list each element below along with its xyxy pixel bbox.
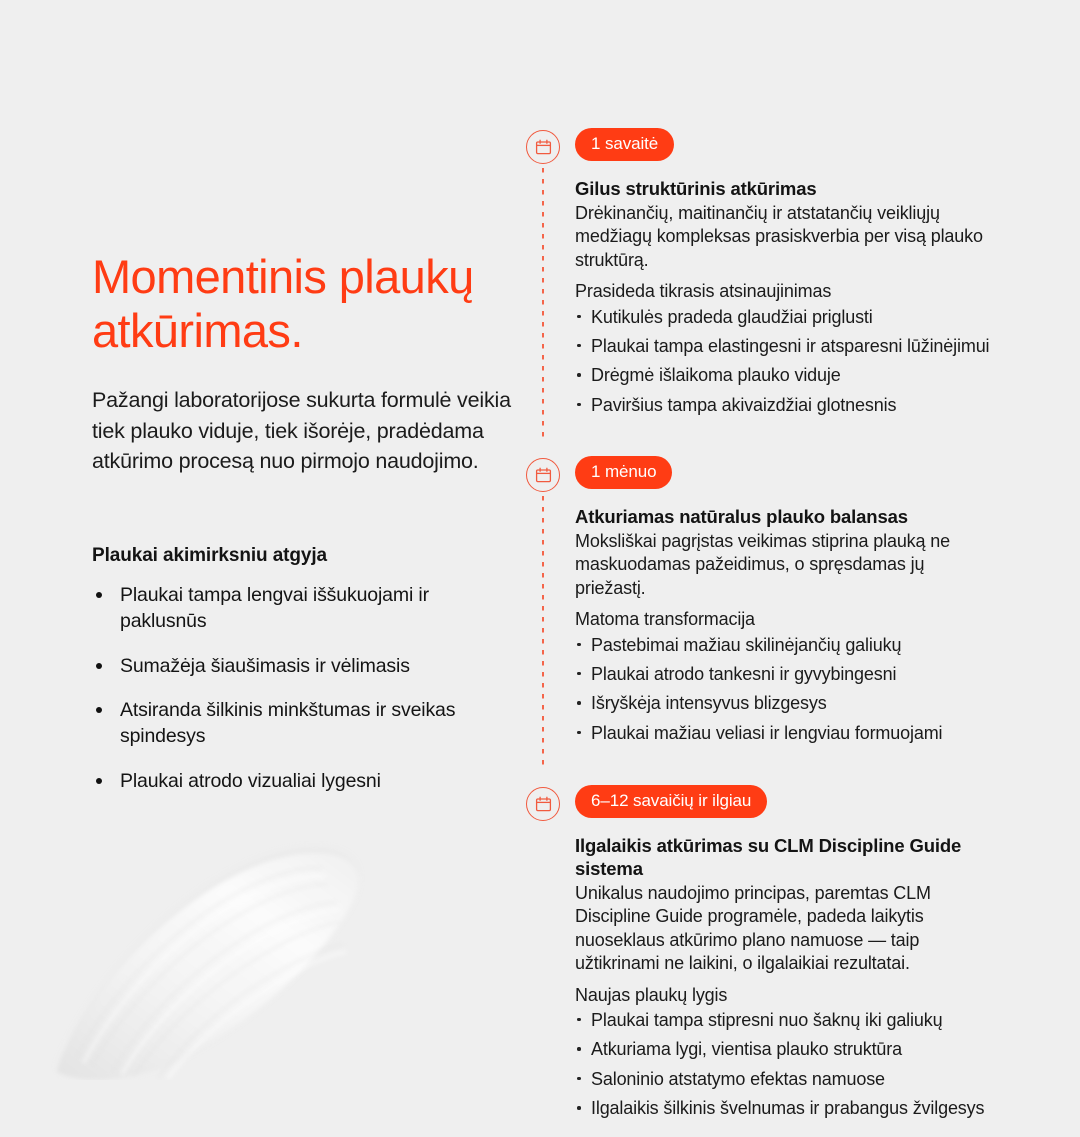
- list-item: [575, 394, 996, 417]
- timeline-kicker: Prasideda tikrasis atsinaujinimas: [575, 281, 832, 302]
- list-item-label: Plaukai atrodo tankesni ir gyvybingesni: [591, 663, 897, 684]
- list-item: [575, 1097, 996, 1120]
- bullet-dot-icon: [577, 373, 581, 377]
- bullet-dot-icon: [96, 592, 102, 598]
- timeline-title: Atkuriamas natūralus plauko balansas: [575, 506, 908, 528]
- bullet-dot-icon: [577, 672, 581, 676]
- list-item-label: Plaukai tampa elastingesni ir atsparesni lūžinėjimui: [591, 335, 990, 356]
- left-column: [92, 250, 512, 795]
- bullet-dot-icon: [96, 778, 102, 784]
- list-item: [575, 722, 996, 745]
- list-item-label: Plaukai mažiau veliasi ir lengviau formuojami: [591, 722, 943, 743]
- bullet-dot-icon: [96, 707, 102, 713]
- results-timeline: [526, 128, 996, 1137]
- list-item: [92, 654, 512, 680]
- bullet-dot-icon: [577, 701, 581, 705]
- bullet-dot-icon: [577, 403, 581, 407]
- list-item-label: Plaukai tampa lengvai iššukuojami ir paklusnūs: [120, 583, 429, 632]
- list-item-label: Ilgalaikis šilkinis švelnumas ir prabangus žvilgesys: [591, 1098, 985, 1119]
- list-item: [575, 1068, 996, 1091]
- list-item: [575, 634, 996, 657]
- timeline-block-1: [526, 128, 996, 433]
- bullet-dot-icon: [577, 315, 581, 319]
- list-item-label: Pastebimai mažiau skilinėjančių galiukų: [591, 634, 902, 655]
- list-item: [575, 335, 996, 358]
- timeline-bullet-list: [575, 306, 996, 418]
- list-item-label: Plaukai atrodo vizualiai lygesni: [120, 770, 381, 793]
- status-badge: 1 savaitė: [575, 128, 674, 161]
- list-item-label: Išryškėja intensyvus blizgesys: [591, 693, 827, 714]
- list-item-label: Saloninio atstatymo efektas namuose: [591, 1068, 885, 1089]
- status-badge: 1 mėnuo: [575, 456, 672, 489]
- timeline-body: Unikalus naudojimo principas, paremtas CLM Discipline Guide programėle, padeda laikytis nuoseklaus atkūrimo plano namuose — taip užtikrinami ne laikini, o ilgalaikiai rezultatai.: [575, 883, 931, 974]
- timeline-body: Drėkinančių, maitinančių ir atstatančių veikliųjų medžiagų kompleksas prasiskverbia per visą plauko struktūrą.: [575, 202, 983, 270]
- calendar-icon: [526, 787, 560, 821]
- list-item: [575, 306, 996, 329]
- list-item: [575, 364, 996, 387]
- page-title: Momentinis plaukų atkūrimas.: [92, 250, 474, 357]
- bullet-dot-icon: [577, 1047, 581, 1051]
- timeline-kicker: Naujas plaukų lygis: [575, 984, 728, 1005]
- left-subheading: Plaukai akimirksniu atgyja: [92, 544, 328, 566]
- timeline-bullet-list: [575, 1009, 996, 1121]
- bullet-dot-icon: [577, 1106, 581, 1110]
- cream-smear-image: [0, 800, 430, 1080]
- calendar-icon: [526, 458, 560, 492]
- list-item-label: Atsiranda šilkinis minkštumas ir sveikas spindesys: [120, 699, 456, 748]
- timeline-body: Moksliškai pagrįstas veikimas stiprina plauką ne maskuodamas pažeidimus, o spręsdamas jų priežastį.: [575, 531, 950, 598]
- timeline-bullet-list: [575, 634, 996, 746]
- timeline-kicker: Matoma transformacija: [575, 609, 755, 630]
- timeline-title: Ilgalaikis atkūrimas su CLM Discipline Guide sistema: [575, 835, 962, 880]
- list-item: [575, 1009, 996, 1032]
- list-item-label: Kutikulės pradeda glaudžiai priglusti: [591, 306, 873, 327]
- bullet-dot-icon: [577, 344, 581, 348]
- list-item-label: Plaukai tampa stipresni nuo šaknų iki galiukų: [591, 1009, 943, 1030]
- timeline-connector-dotted: [542, 168, 544, 437]
- list-item-label: Atkuriama lygi, vientisa plauko struktūra: [591, 1039, 902, 1060]
- list-item-label: Paviršius tampa akivaizdžiai glotnesnis: [591, 394, 897, 415]
- list-item: [575, 1038, 996, 1061]
- list-item-label: Sumažėja šiaušimasis ir vėlimasis: [120, 654, 410, 677]
- list-item: [575, 692, 996, 715]
- list-item-label: Drėgmė išlaikoma plauko viduje: [591, 365, 841, 386]
- bullet-dot-icon: [577, 1018, 581, 1022]
- timeline-block-3: [526, 785, 996, 1136]
- status-badge: 6–12 savaičių ir ilgiau: [575, 785, 767, 818]
- timeline-block-2: [526, 456, 996, 761]
- list-item: [92, 769, 512, 795]
- calendar-icon: [526, 130, 560, 164]
- timeline-title: Gilus struktūrinis atkūrimas: [575, 178, 817, 199]
- left-benefit-list: [92, 583, 512, 796]
- list-item: [92, 698, 512, 750]
- list-item: [92, 583, 512, 635]
- bullet-dot-icon: [577, 643, 581, 647]
- bullet-dot-icon: [577, 731, 581, 735]
- lead-paragraph: Pažangi laboratorijose sukurta formulė veikia tiek plauko viduje, tiek išorėje, pradėdama atkūrimo procesą nuo pirmojo naudojimo.: [92, 388, 511, 474]
- list-item: [575, 663, 996, 686]
- bullet-dot-icon: [96, 663, 102, 669]
- timeline-connector-dotted: [542, 496, 544, 765]
